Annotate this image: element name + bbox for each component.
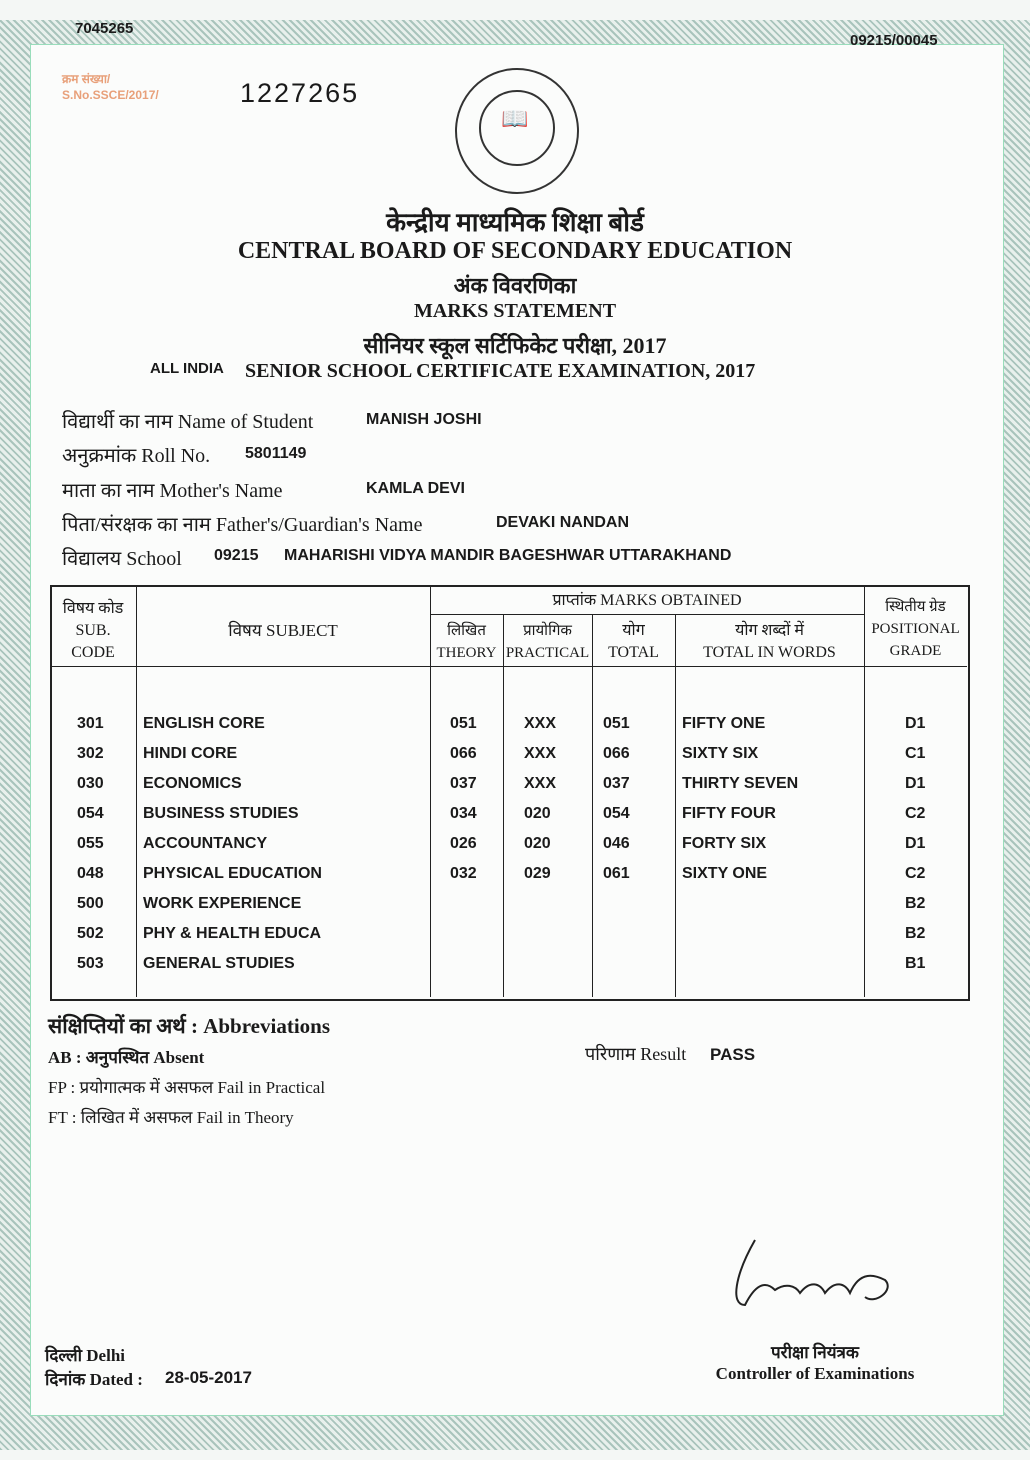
serial-label-hi: क्रम संख्या/ xyxy=(62,72,111,86)
cell-practical: 020 xyxy=(524,835,551,852)
abbreviations-title: संक्षिप्तियों का अर्थ : Abbreviations xyxy=(48,1014,331,1038)
cell-code: 055 xyxy=(77,835,104,852)
issue-date: 28-05-2017 xyxy=(165,1368,252,1387)
result-label: परिणाम Result xyxy=(585,1044,687,1064)
cell-subject: ACCOUNTANCY xyxy=(143,835,268,852)
school-code: 09215 xyxy=(214,547,259,564)
roll-label: अनुक्रमांक Roll No. xyxy=(62,445,211,467)
cell-subject: PHY & HEALTH EDUCA xyxy=(143,925,322,942)
cell-words: SIXTY ONE xyxy=(682,865,768,882)
student-name: MANISH JOSHI xyxy=(366,411,482,428)
cell-words: FIFTY FOUR xyxy=(682,805,776,822)
cell-total: 051 xyxy=(603,715,630,732)
cell-theory: 066 xyxy=(450,745,477,762)
cell-total: 046 xyxy=(603,835,630,852)
result-value: PASS xyxy=(710,1045,756,1064)
abbr-fail-practical: FP : प्रयोगात्मक में असफल Fail in Practical xyxy=(48,1078,326,1097)
statement-title-hi: अंक विवरणिका xyxy=(453,273,577,298)
cell-grade: B1 xyxy=(905,955,926,972)
cell-grade: D1 xyxy=(905,715,926,732)
school-name: MAHARISHI VIDYA MANDIR BAGESHWAR UTTARAKHAND xyxy=(284,547,732,564)
table-row xyxy=(50,895,966,925)
header-practical: प्रायोगिक PRACTICAL xyxy=(505,623,590,661)
cell-theory: 026 xyxy=(450,835,477,852)
cell-subject: HINDI CORE xyxy=(143,745,238,762)
cell-subject: PHYSICAL EDUCATION xyxy=(143,865,322,882)
table-row xyxy=(50,745,966,775)
controller-title-en: Controller of Examinations xyxy=(715,1364,915,1383)
table-row xyxy=(50,715,966,745)
abbr-fail-theory: FT : लिखित में असफल Fail in Theory xyxy=(48,1108,294,1127)
cell-grade: B2 xyxy=(905,925,926,942)
cell-grade: B2 xyxy=(905,895,926,912)
board-title-hi: केन्द्रीय माध्यमिक शिक्षा बोर्ड xyxy=(386,208,644,237)
exam-prefix: ALL INDIA xyxy=(150,360,224,377)
cell-practical: XXX xyxy=(524,745,557,762)
controller-title-hi: परीक्षा नियंत्रक xyxy=(771,1343,859,1362)
lamp-icon: 📖 xyxy=(501,106,529,131)
cell-code: 030 xyxy=(77,775,104,792)
school-label: विद्यालय School xyxy=(62,548,182,570)
header-marks: प्राप्तांक MARKS OBTAINED xyxy=(552,592,742,609)
cell-subject: ENGLISH CORE xyxy=(143,715,265,732)
header-subject: विषय SUBJECT xyxy=(228,621,338,640)
cell-theory: 034 xyxy=(450,805,477,822)
mother-label: माता का नाम Mother's Name xyxy=(62,480,283,502)
header-grade: स्थितीय ग्रेड POSITIONAL GRADE xyxy=(871,599,960,659)
header-total: योग TOTAL xyxy=(608,622,659,661)
cell-subject: WORK EXPERIENCE xyxy=(143,895,302,912)
cell-theory: 037 xyxy=(450,775,477,792)
header-code: विषय कोड SUB. CODE xyxy=(62,600,124,661)
statement-title-en: MARKS STATEMENT xyxy=(413,300,617,322)
cell-total: 066 xyxy=(603,745,630,762)
board-title-en: CENTRAL BOARD OF SECONDARY EDUCATION xyxy=(237,238,793,264)
cell-practical: XXX xyxy=(524,715,557,732)
exam-title-en: SENIOR SCHOOL CERTIFICATE EXAMINATION, 2017 xyxy=(245,360,756,382)
controller-signature xyxy=(725,1235,905,1315)
cell-practical: 020 xyxy=(524,805,551,822)
cell-code: 502 xyxy=(77,925,104,942)
cell-grade: D1 xyxy=(905,775,926,792)
cell-code: 301 xyxy=(77,715,104,732)
place: दिल्ली Delhi xyxy=(45,1346,125,1365)
cell-grade: C2 xyxy=(905,865,926,882)
cell-total: 054 xyxy=(603,805,630,822)
cell-words: FORTY SIX xyxy=(682,835,767,852)
cell-words: FIFTY ONE xyxy=(682,715,766,732)
table-row xyxy=(50,775,966,805)
cell-subject: BUSINESS STUDIES xyxy=(143,805,299,822)
cell-practical: XXX xyxy=(524,775,557,792)
cell-code: 048 xyxy=(77,865,104,882)
table-row xyxy=(50,835,966,865)
cell-theory: 032 xyxy=(450,865,477,882)
father-label: पिता/संरक्षक का नाम Father's/Guardian's Name xyxy=(62,514,423,536)
top-left-number: 7045265 xyxy=(75,20,134,37)
header-theory: लिखित THEORY xyxy=(436,623,497,661)
header-total-words: योग शब्दों में TOTAL IN WORDS xyxy=(703,622,836,661)
mother-name: KAMLA DEVI xyxy=(366,480,465,497)
abbr-absent: AB : अनुपस्थित Absent xyxy=(48,1048,205,1067)
cell-code: 054 xyxy=(77,805,104,822)
top-right-number: 09215/00045 xyxy=(850,32,938,49)
cell-theory: 051 xyxy=(450,715,477,732)
serial-label-en: S.No.SSCE/2017/ xyxy=(62,88,159,102)
name-label: विद्यार्थी का नाम Name of Student xyxy=(62,411,314,433)
cell-subject: GENERAL STUDIES xyxy=(143,955,295,972)
serial-number: 1227265 xyxy=(240,78,360,108)
cell-total: 037 xyxy=(603,775,630,792)
cell-grade: D1 xyxy=(905,835,926,852)
cell-grade: C2 xyxy=(905,805,926,822)
dated-label: दिनांक Dated : xyxy=(45,1370,143,1389)
cell-words: THIRTY SEVEN xyxy=(682,775,799,792)
table-row xyxy=(50,865,966,895)
cell-practical: 029 xyxy=(524,865,551,882)
roll-number: 5801149 xyxy=(245,445,307,462)
table-row xyxy=(50,925,966,955)
cell-total: 061 xyxy=(603,865,630,882)
cell-code: 503 xyxy=(77,955,104,972)
cell-code: 302 xyxy=(77,745,104,762)
table-row xyxy=(50,955,966,985)
table-row xyxy=(50,805,966,835)
father-name: DEVAKI NANDAN xyxy=(496,514,630,531)
exam-title-hi: सीनियर स्कूल सर्टिफिकेट परीक्षा, 2017 xyxy=(363,333,667,358)
cell-subject: ECONOMICS xyxy=(143,775,242,792)
cbse-emblem xyxy=(455,68,579,194)
cell-words: SIXTY SIX xyxy=(682,745,759,762)
cell-grade: C1 xyxy=(905,745,926,762)
cell-code: 500 xyxy=(77,895,104,912)
